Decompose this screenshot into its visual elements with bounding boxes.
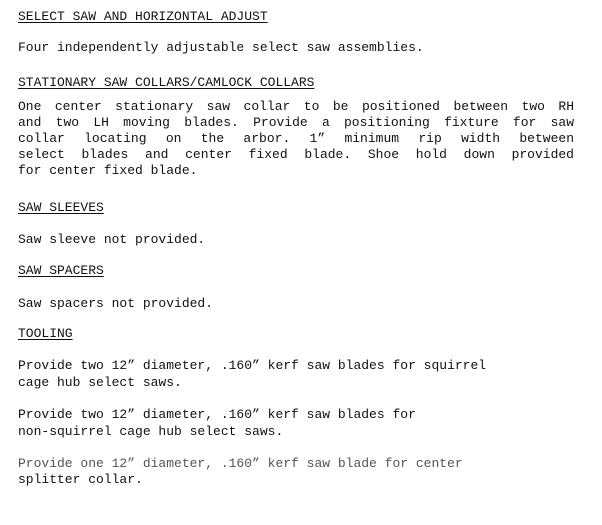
select-saw-text: Four independently adjustable select saw assemblies. [18,40,424,55]
section-heading-tooling: TOOLING [18,326,73,341]
saw-spacers-text: Saw spacers not provided. [18,296,214,311]
saw-collars-text-line-4: select blades and center fixed blade. Shoe hold down provided [18,147,574,162]
saw-collars-text-line-5: for center fixed blade. [18,163,198,178]
section-heading-saw-sleeves: SAW SLEEVES [18,200,104,215]
tooling-text-2-line-1: Provide two 12” diameter, .160” kerf saw blades for [18,407,416,422]
saw-collars-text-line-2: and two LH moving blades. Provide a positioning fixture for saw [18,115,574,130]
section-heading-saw-spacers: SAW SPACERS [18,263,104,278]
saw-collars-text-line-3: collar locating on the arbor. 1” minimum rip width between [18,131,574,146]
tooling-text-1-line-2: cage hub select saws. [18,375,182,390]
tooling-text-1-line-1: Provide two 12” diameter, .160” kerf saw blades for squirrel [18,358,487,373]
tooling-text-2-line-2: non-squirrel cage hub select saws. [18,424,284,439]
saw-sleeves-text: Saw sleeve not provided. [18,232,206,247]
tooling-text-3-line-1: Provide one 12” diameter, .160” kerf saw blade for center [18,456,463,471]
tooling-text-3-line-2: splitter collar. [18,472,143,487]
saw-collars-text-line-1: One center stationary saw collar to be positioned between two RH [18,99,574,114]
section-heading-select-saw: SELECT SAW AND HORIZONTAL ADJUST [18,9,268,24]
section-heading-saw-collars: STATIONARY SAW COLLARS/CAMLOCK COLLARS [18,75,315,90]
